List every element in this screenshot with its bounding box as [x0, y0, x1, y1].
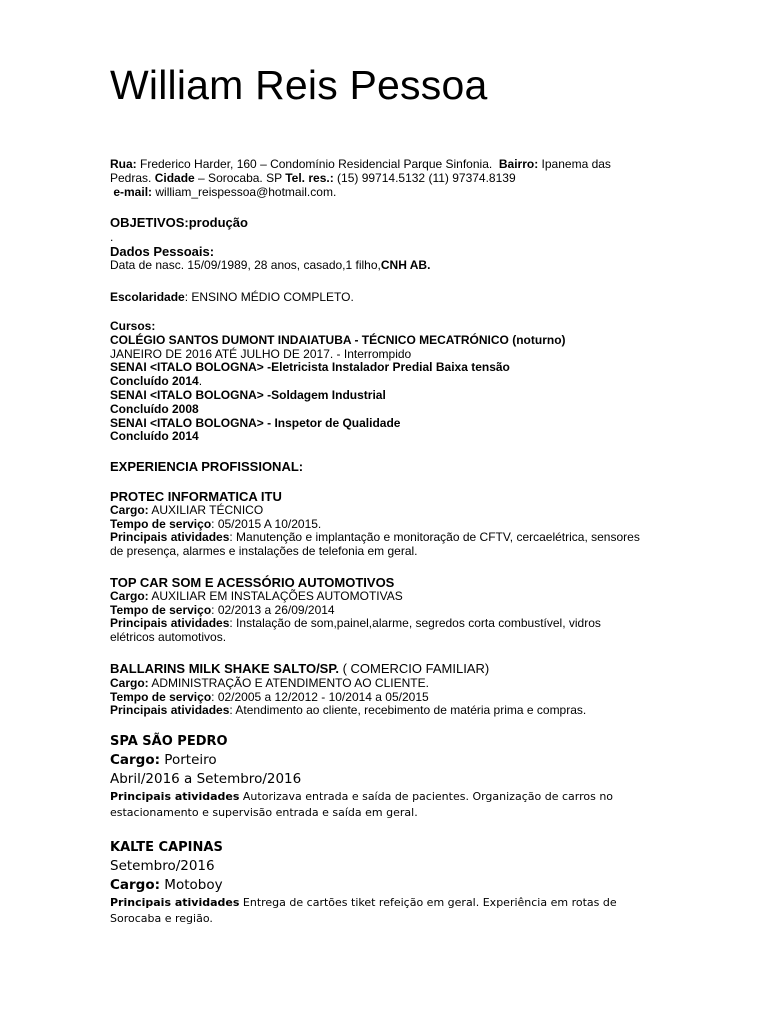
job-cargo: AUXILIAR EM INSTALAÇÕES AUTOMOTIVAS: [148, 588, 403, 603]
job-cargo: Motoboy: [160, 877, 223, 893]
job-period: Abril/2016 a Setembro/2016: [110, 771, 302, 787]
resume-name: William Reis Pessoa: [110, 62, 488, 108]
job-cargo: ADMINISTRAÇÃO E ATENDIMENTO AO CLIENTE.: [148, 675, 429, 690]
job-spa: SPA SÃO PEDRO Cargo: Porteiro Abril/2016 a Setembro/2016 Principais atividades Autorizava entrada e saída de pacientes. Organização de carros no estacionamento e supervisão entrada e saída em geral.: [110, 732, 640, 821]
bairro-label: Bairro:: [498, 157, 539, 171]
job-ballarins: BALLARINS MILK SHAKE SALTO/SP. ( COMERCIO FAMILIAR) Cargo: ADMINISTRAÇÃO E ATENDIMENTO AO CLIENTE. Tempo de serviço: 02/2005 a 12/2012 - 10/2014 a 05/2015 Principais atividades: Atendimento ao cliente, recebimento de matéria prima e compras.: [110, 662, 640, 718]
experiencia-heading: EXPERIENCIA PROFISSIONAL:: [110, 459, 304, 474]
job-cargo: Porteiro: [160, 752, 217, 768]
rua-value: Frederico Harder, 160 – Condomínio Residencial Parque Sinfonia.: [136, 157, 499, 171]
cnh: CNH AB.: [380, 257, 431, 272]
cidade-label: Cidade: [154, 170, 195, 185]
dot-separator: .: [110, 230, 114, 244]
curso-3-done: Concluído 2008: [110, 401, 199, 416]
job-cargo: AUXILIAR TÉCNICO: [148, 502, 264, 517]
cursos: [110, 320, 640, 444]
job-company: SPA SÃO PEDRO: [110, 734, 228, 749]
job-company: TOP CAR SOM E ACESSÓRIO AUTOMOTIVOS: [110, 575, 395, 590]
job-atividades: Principais atividades Autorizava entrada e saída de pacientes. Organização de carros no estacionamento e supervisão entrada e saída em geral.: [110, 790, 617, 819]
job-atividades: Principais atividades: Instalação de som,painel,alarme, segredos corta combustível, vidros elétricos automotivos.: [110, 616, 605, 645]
job-tempo: : 02/2005 a 12/2012 - 10/2014 a 05/2015: [211, 689, 429, 704]
rua-label: Rua:: [110, 157, 137, 171]
job-topcar: TOP CAR SOM E ACESSÓRIO AUTOMOTIVOS Cargo: AUXILIAR EM INSTALAÇÕES AUTOMOTIVAS Tempo de serviço: 02/2013 a 26/09/2014 Principais atividades: Instalação de som,painel,alarme, segredos corta combustível, vidros elétricos automotivos.: [110, 576, 640, 645]
curso-4-done: Concluído 2014: [110, 429, 199, 444]
escolaridade-label: Escolaridade: [110, 290, 185, 304]
escolaridade-value: : ENSINO MÉDIO COMPLETO.: [184, 290, 354, 304]
dados-pessoais: [110, 245, 640, 273]
tel-value: (15) 99714.5132 (11) 97374.8139: [333, 170, 516, 185]
bairro-value: Ipanema das Pedras.: [110, 157, 615, 185]
job-atividades: Principais atividades: Manutenção e implantação e monitoração de CFTV, cercaelétrica, sensores de presença, alarmes e instalações de telefonia em geral.: [110, 530, 644, 559]
cidade-value: – Sorocaba. SP: [194, 170, 286, 185]
curso-3-title: SENAI <ITALO BOLOGNA> -Soldagem Industrial: [110, 387, 386, 402]
job-atividades: Principais atividades: Atendimento ao cliente, recebimento de matéria prima e compras.: [110, 703, 587, 718]
objetivos: OBJETIVOS:produção: [110, 215, 248, 230]
curso-2-title: SENAI <ITALO BOLOGNA> -Eletricista Instalador Predial Baixa tensão: [110, 360, 510, 375]
curso-1-title: COLÉGIO SANTOS DUMONT INDAIATUBA - TÉCNICO MECATRÓNICO (noturno): [110, 332, 566, 347]
curso-4-title: SENAI <ITALO BOLOGNA> - Inspetor de Qualidade: [110, 415, 401, 430]
job-company: BALLARINS MILK SHAKE SALTO/SP. ( COMERCIO FAMILIAR): [110, 661, 490, 676]
tel-label: Tel. res.:: [285, 170, 334, 185]
job-tempo: : 02/2013 a 26/09/2014: [211, 602, 335, 617]
job-company: PROTEC INFORMATICA ITU: [110, 489, 282, 504]
cursos-heading: Cursos:: [110, 319, 156, 333]
dados-line: Data de nasc. 15/09/1989, 28 anos, casado,1 filho,CNH AB.: [110, 257, 431, 272]
email-value: william_reispessoa@hotmail.com.: [152, 184, 337, 199]
job-atividades: Principais atividades Entrega de cartões tiket refeição em geral. Experiência em rotas de Sorocaba e região.: [110, 896, 621, 925]
job-period: Setembro/2016: [110, 858, 215, 874]
address-block: [110, 158, 640, 199]
job-protec: PROTEC INFORMATICA ITU Cargo: AUXILIAR TÉCNICO Tempo de serviço: 05/2015 A 10/2015. Principais atividades: Manutenção e implantação e monitoração de CFTV, cercaelétrica, sensores de presença, alarmes e instalações de telefonia em geral.: [110, 489, 644, 559]
escolaridade: [110, 291, 640, 305]
dados-heading: Dados Pessoais:: [110, 244, 215, 259]
job-kalte: KALTE CAPINAS Setembro/2016 Cargo: Motoboy Principais atividades Entrega de cartões tiket refeição em geral. Experiência em rotas de Sorocaba e região.: [110, 838, 640, 927]
job-tempo: : 05/2015 A 10/2015.: [211, 516, 322, 531]
email-label: e-mail:: [113, 184, 153, 199]
job-company: KALTE CAPINAS: [110, 840, 223, 855]
curso-2-done: Concluído 2014.: [110, 374, 203, 389]
curso-1-date: JANEIRO DE 2016 ATÉ JULHO DE 2017. - Interrompido: [110, 346, 412, 361]
